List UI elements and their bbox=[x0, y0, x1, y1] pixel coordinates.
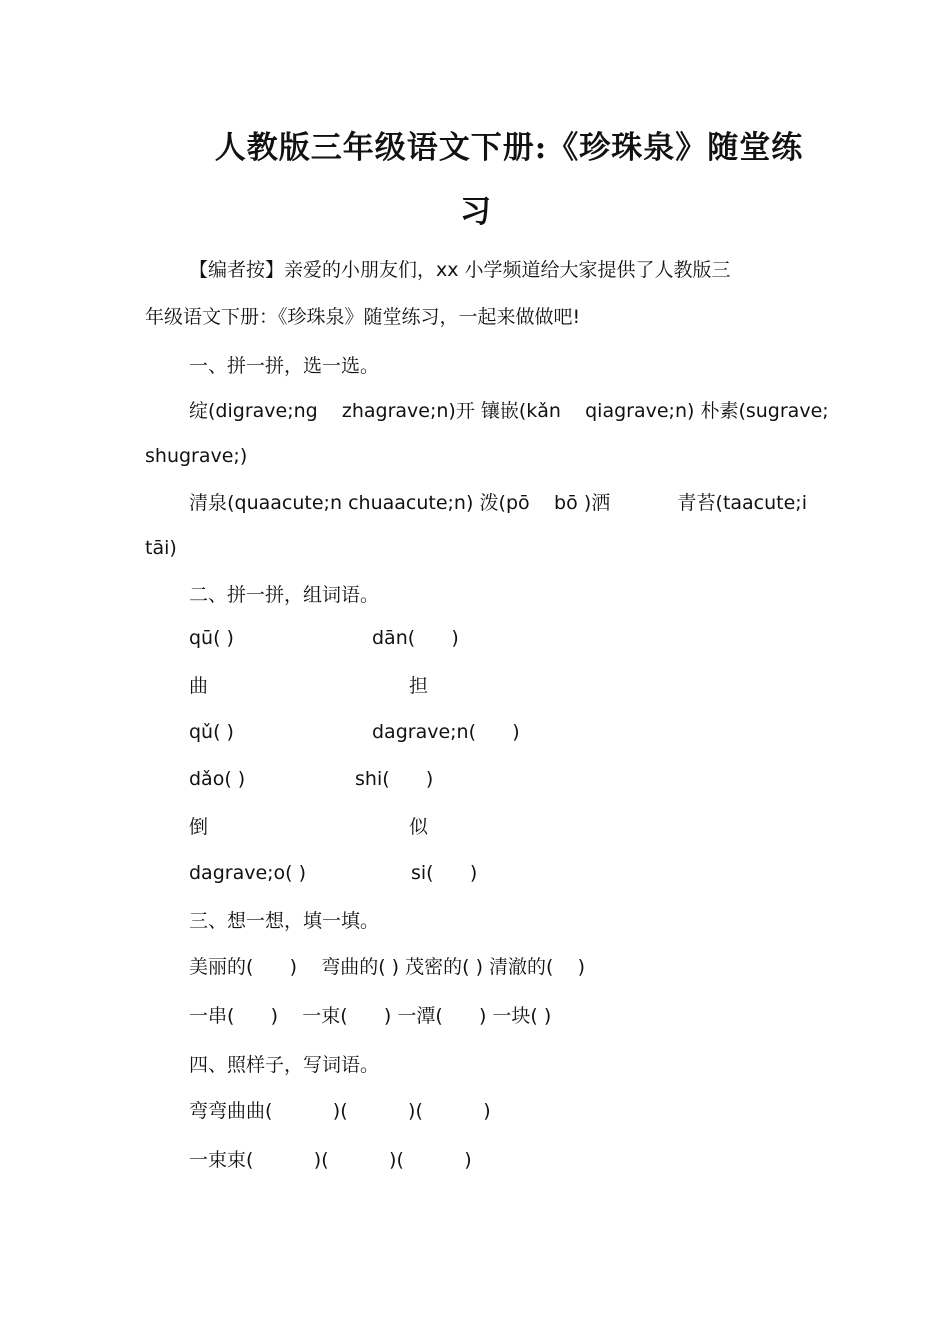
s2-row3-left: qǔ( ) bbox=[189, 721, 234, 743]
page-title-line2: 习 bbox=[460, 194, 492, 230]
section3-line2: 一串( ) 一束( ) 一潭( ) 一块( ) bbox=[189, 1005, 552, 1027]
section2-heading: 二、拼一拼，组词语。 bbox=[189, 584, 380, 606]
page-title-line1: 人教版三年级语文下册:《珍珠泉》随堂练 bbox=[214, 130, 804, 166]
s2-row2-right: 担 bbox=[409, 675, 429, 697]
s2-row6-left: dagrave;o( ) bbox=[189, 862, 307, 884]
section3-line1: 美丽的( ) 弯曲的( ) 茂密的( ) 清澈的( ) bbox=[189, 956, 586, 978]
s2-row4-right: shi( ) bbox=[355, 768, 434, 790]
intro-line2: 年级语文下册：《珍珠泉》随堂练习，一起来做做吧! bbox=[145, 306, 581, 328]
s2-row3-right: dagrave;n( ) bbox=[372, 721, 520, 743]
s2-row5-left: 倒 bbox=[189, 816, 209, 838]
section1-line2-cont: tāi) bbox=[145, 537, 177, 559]
section1-heading: 一、拼一拼，选一选。 bbox=[189, 355, 380, 377]
section4-line1: 弯弯曲曲( )( )( ) bbox=[189, 1100, 491, 1122]
section4-heading: 四、照样子，写词语。 bbox=[189, 1054, 380, 1076]
s2-row5-right: 似 bbox=[409, 816, 429, 838]
s2-row6-right: si( ) bbox=[411, 862, 478, 884]
section1-line1-cont: shugrave;) bbox=[145, 445, 248, 467]
s2-row4-left: dǎo( ) bbox=[189, 768, 246, 790]
s2-row1-right: dān( ) bbox=[372, 627, 459, 649]
intro-line1: 【编者按】亲爱的小朋友们，xx 小学频道给大家提供了人教版三 bbox=[189, 259, 731, 281]
s2-row1-left: qū( ) bbox=[189, 627, 234, 649]
s2-row2-left: 曲 bbox=[189, 675, 209, 697]
section1-line2: 清泉(quaacute;n chuaacute;n) 泼(pō bō )洒 青苔(taacute;i bbox=[189, 492, 807, 514]
section3-heading: 三、想一想，填一填。 bbox=[189, 910, 380, 932]
section1-line1: 绽(digrave;ng zhagrave;n)开 镶嵌(kǎn qiagrave;n) 朴素(sugrave; bbox=[189, 400, 829, 422]
section4-line2: 一束束( )( )( ) bbox=[189, 1149, 472, 1171]
